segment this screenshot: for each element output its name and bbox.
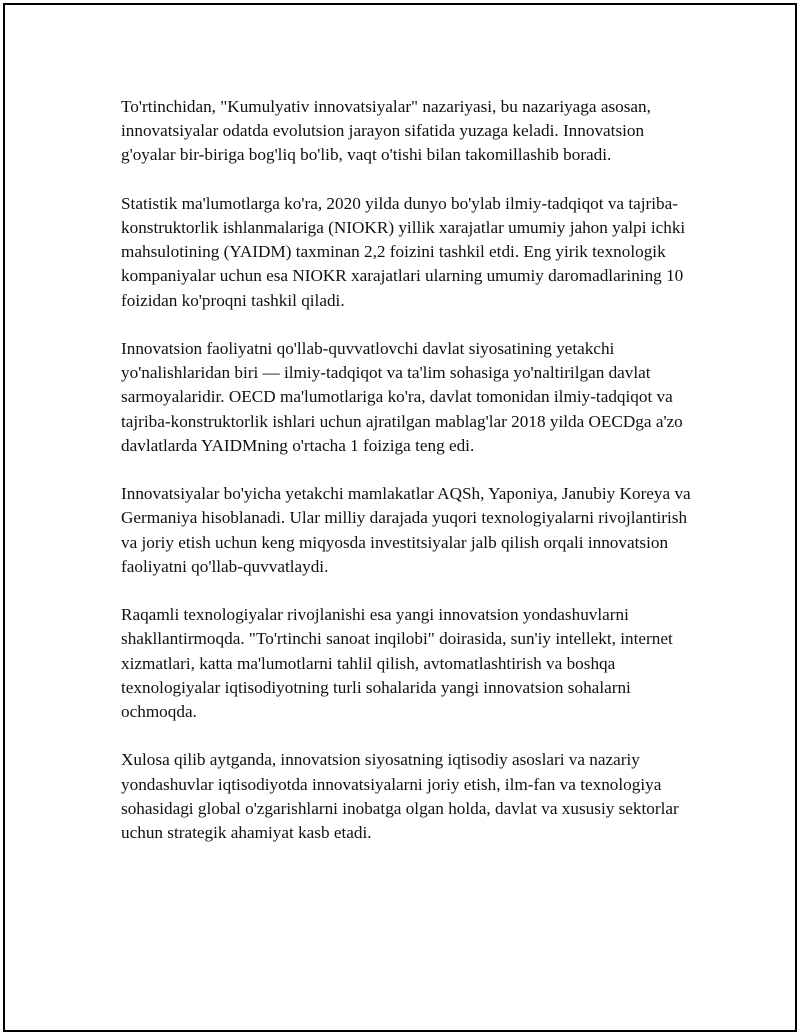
page-frame	[3, 3, 797, 1032]
document-body	[121, 95, 701, 869]
paragraph-rd-statistics: Statistik ma'lumotlarga ko'ra, 2020 yilda dunyo bo'ylab ilmiy-tadqiqot va tajriba-konstruktorlik ishlanmalariga (NIOKR) yillik xarajatlar umumiy jahon yalpi ichki mahsulotining (YAIDM) taxminan 2,2 foizini tashkil etdi. Eng yirik texnologik kompaniyalar uchun esa NIOKR xarajatlari ularning umumiy daromadlarining 10 foizidan ko'proqni tashkil qiladi.	[121, 193, 686, 310]
paragraph-conclusion: Xulosa qilib aytganda, innovatsion siyosatning iqtisodiy asoslari va nazariy yondashuvlar iqtisodiyotda innovatsiyalarni joriy etish, ilm-fan va texnologiya sohasidagi global o'zgarishlarni inobatga olgan holda, davlat va xususiy sektorlar uchun strategik ahamiyat kasb etadi.	[121, 750, 679, 843]
paragraph-cumulative-innovations: To'rtinchidan, "Kumulyativ innovatsiyalar" nazariyasi, bu nazariyaga asosan, innovatsiyalar odatda evolutsion jarayon sifatida yuzaga keladi. Innovatsion g'oyalar bir-biriga bog'liq bo'lib, vaqt o'tishi bilan takomillashib boradi.	[121, 97, 651, 165]
paragraph-leading-countries: Innovatsiyalar bo'yicha yetakchi mamlakatlar AQSh, Yaponiya, Janubiy Koreya va Germaniya hisoblanadi. Ular milliy darajada yuqori texnologiyalarni rivojlantirish va joriy etish uchun keng miqyosda investitsiyalar jalb qilish orqali innovatsion faoliyatni qo'llab-quvvatlaydi.	[121, 484, 691, 576]
paragraph-state-policy: Innovatsion faoliyatni qo'llab-quvvatlovchi davlat siyosatining yetakchi yo'nalishlaridan biri — ilmiy-tadqiqot va ta'lim sohasiga yo'naltirilgan davlat sarmoyalaridir. OECD ma'lumotlariga ko'ra, davlat tomonidan ilmiy-tadqiqot va tajriba-konstruktorlik ishlari uchun ajratilgan mablag'lar 2018 yilda OECDga a'zo davlatlarda YAIDMning o'rtacha 1 foiziga teng edi.	[121, 339, 683, 455]
paragraph-digital-technologies: Raqamli texnologiyalar rivojlanishi esa yangi innovatsion yondashuvlarni shakllantirmoqda. "To'rtinchi sanoat inqilobi" doirasida, sun'iy intellekt, internet xizmatlari, katta ma'lumotlarni tahlil qilish, avtomatlashtirish va boshqa texnologiyalar iqtisodiyotning turli sohalarida yangi innovatsion sohalarni ochmoqda.	[121, 605, 673, 722]
